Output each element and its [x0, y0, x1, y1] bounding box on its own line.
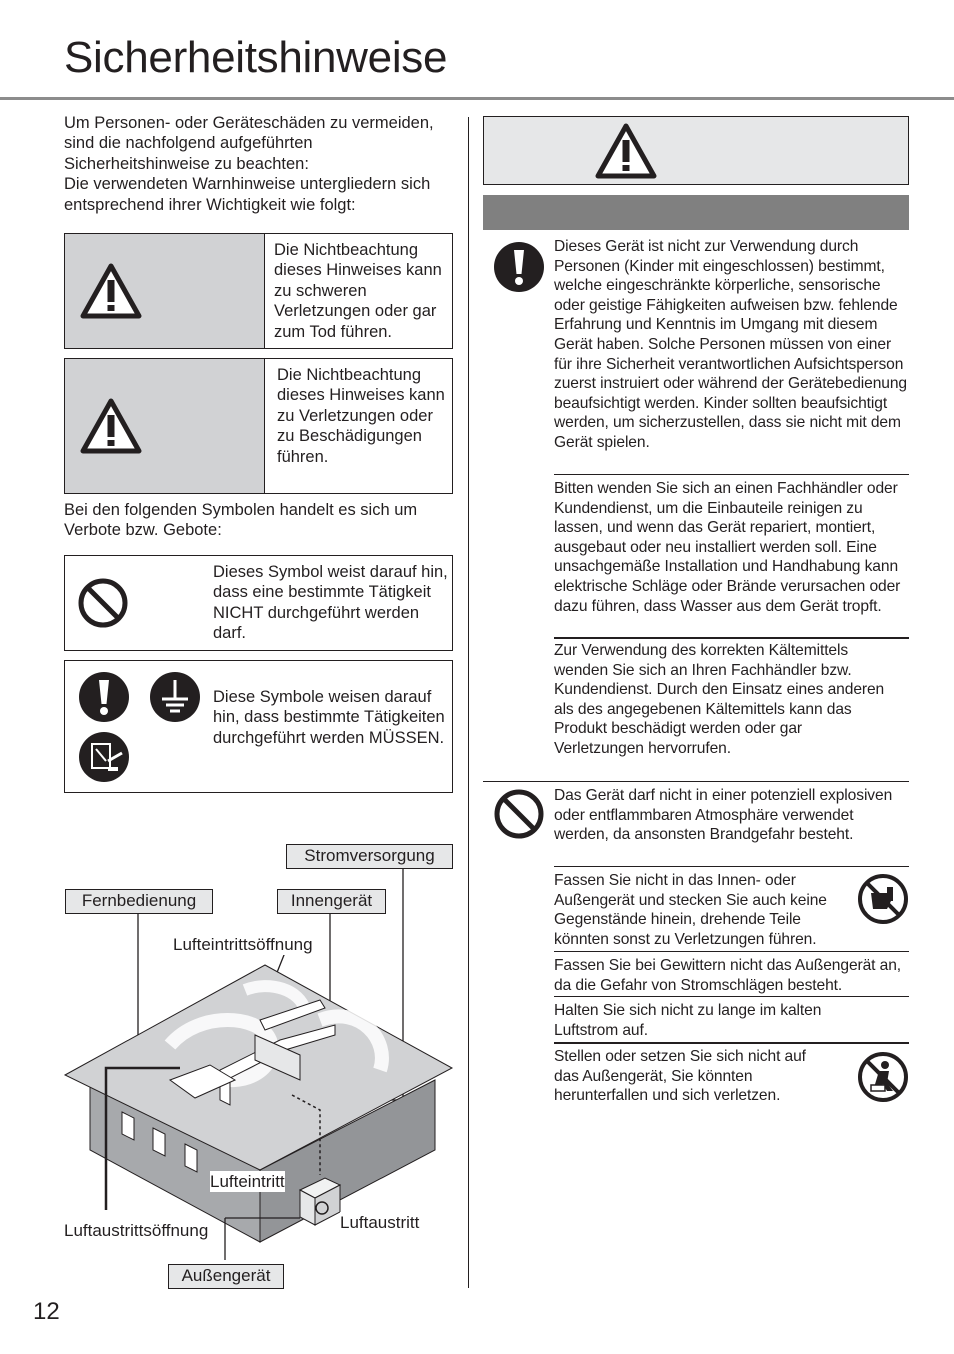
- item-divider: [554, 866, 909, 867]
- safety-item: Stellen oder setzen Sie sich nicht auf das Außengerät, Sie könnten herunterfallen und sich verletzen.: [554, 1048, 806, 1105]
- safety-item: Zur Verwendung des korrekten Kältemittels wenden Sie sich an Ihren Fachhändler bzw. Kundendienst. Durch den Einsatz eines anderen als des angegebenen Kältemittels kann das Produkt beschädigt werden oder gar Verletzungen hervorrufen.: [554, 642, 885, 757]
- no-touch-icon: [857, 873, 909, 925]
- exclamation-icon: [493, 241, 545, 293]
- prohibition-text: Dieses Symbol weist darauf hin, dass eine bestimmte Tätigkeit NICHT durchgeführt werden darf.: [213, 563, 448, 643]
- safety-item: Bitten wenden Sie sich an einen Fachhändler oder Kundendienst, um die Einbauteile reinigen zu lassen, und wenn das Gerät repariert, montiert, ausgebaut oder neu installiert werden soll. Eine unsachgemäße Installation und Handhabung kann elektrische Schläge oder Brände verursachen oder dazu führen, dass Wasser aus dem Gerät tropft.: [554, 480, 901, 615]
- label-outdoor-unit: Außengerät: [168, 1264, 284, 1289]
- prohibition-icon: [77, 577, 129, 629]
- page-number: 12: [33, 1298, 60, 1325]
- item-divider: [554, 474, 909, 475]
- safety-item: Das Gerät darf nicht in einer potenziell explosiven oder entflammbaren Atmosphäre verwendet werden, da ansonsten Brandgefahr besteht.: [554, 787, 893, 844]
- label-power-supply: Stromversorgung: [286, 844, 453, 869]
- item-divider: [554, 996, 909, 997]
- item-divider: [554, 1042, 909, 1044]
- label-air-outlet: Luftaustritt: [340, 1213, 420, 1232]
- safety-item: Halten Sie sich nicht zu lange im kalten Luftstrom auf.: [554, 1002, 822, 1039]
- mandatory-symbols-box: [64, 660, 453, 793]
- ground-icon: [149, 671, 201, 723]
- prohibition-icon: [493, 788, 545, 840]
- item-divider: [554, 951, 909, 952]
- warning-triangle-icon: [79, 262, 143, 320]
- unplug-icon: [78, 731, 130, 783]
- title-rule: [0, 97, 954, 100]
- warning-level-severe: [64, 233, 453, 349]
- intro-paragraph: Um Personen- oder Geräteschäden zu vermeiden, sind die nachfolgend aufgeführten Sicherheitshinweise zu beachten:: [64, 114, 434, 173]
- item-divider: [554, 637, 909, 639]
- label-air-outlet-opening: Luftaustrittsöffnung: [64, 1221, 209, 1240]
- warning-level-text: Die Nichtbeachtung dieses Hinweises kann zu schweren Verletzungen oder gar zum Tod führen.: [274, 241, 442, 341]
- warning-level-text: Die Nichtbeachtung dieses Hinweises kann zu Verletzungen oder zu Beschädigungen führen.: [277, 366, 445, 466]
- safety-item: Dieses Gerät ist nicht zur Verwendung durch Personen (Kinder mit eingeschlossen) bestimmt, welche eingeschränkte körperliche, sensorische oder geistige Fähigkeiten aufweisen bzw. fehlende Erfahrung und Kenntnis im Umgang mit diesem Gerät haben. Solche Personen müssen von einer für ihre Sicherheit verantwortlichen Aufsichtsperson zuerst instruiert oder während der Gerätebedienung beaufsichtigt werden. Kinder sollten beaufsichtigt werden, um sicherzustellen, dass sie nicht mit dem Gerät spielen.: [554, 238, 908, 451]
- warning-triangle-icon: [79, 397, 143, 455]
- label-air-inlet-opening: Lufteintrittsöffnung: [173, 935, 313, 954]
- label-indoor-unit: Innengerät: [277, 889, 386, 914]
- prohibition-symbol-box: [64, 555, 453, 651]
- safety-item: Fassen Sie bei Gewittern nicht das Außengerät an, da die Gefahr von Stromschlägen besteht.: [554, 957, 902, 994]
- no-stepping-icon: [857, 1051, 909, 1103]
- exclamation-icon: [78, 671, 130, 723]
- label-remote-control: Fernbedienung: [65, 889, 213, 914]
- warning-header-bar: [483, 195, 909, 230]
- symbols-intro: Bei den folgenden Symbolen handelt es sich um Verbote bzw. Gebote:: [64, 501, 418, 540]
- page-title: Sicherheitshinweise: [64, 33, 448, 82]
- section-divider: [483, 781, 909, 782]
- intro-paragraph: Die verwendeten Warnhinweise untergliedern sich entsprechend ihrer Wichtigkeit wie folgt:: [64, 175, 431, 214]
- label-air-inlet: Lufteintritt: [210, 1172, 285, 1191]
- mandatory-text: Diese Symbole weisen darauf hin, dass bestimmte Tätigkeiten durchgeführt werden MÜSSEN.: [213, 688, 445, 747]
- intro-text: [64, 113, 454, 215]
- safety-item: Fassen Sie nicht in das Innen- oder Außengerät und stecken Sie auch keine Gegenstände hinein, drehende Teile könnten sonst zu Verletzungen führen.: [554, 872, 827, 948]
- column-divider: [468, 117, 469, 1288]
- warning-header: [483, 116, 909, 185]
- warning-level-caution: [64, 358, 453, 494]
- warning-triangle-icon: [594, 122, 658, 180]
